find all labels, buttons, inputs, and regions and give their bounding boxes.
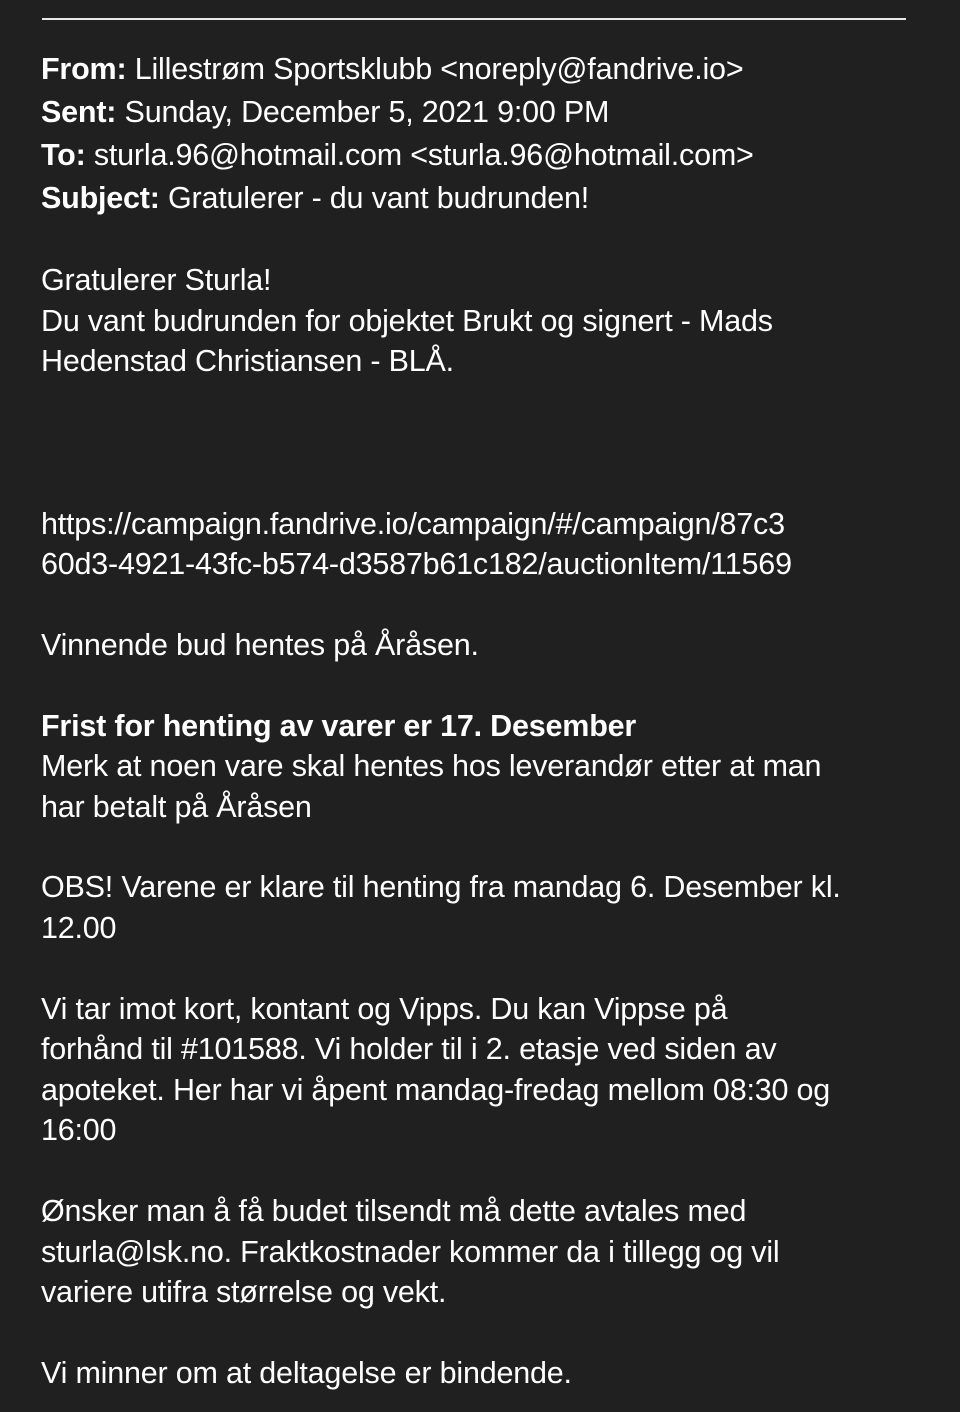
subject-value: Gratulerer - du vant budrunden! [168,181,590,215]
won-line-2: Hedenstad Christiansen - BLÅ. [41,344,454,379]
won-line-1: Du vant budrunden for objektet Brukt og signert - Mads [41,303,773,338]
shipping-line-3: variere utifra størrelse og vekt. [41,1275,447,1310]
from-line [41,48,931,91]
note-line-1: Merk at noen vare skal hentes hos leverandør etter at man [41,749,822,784]
to-value: sturla.96@hotmail.com <sturla.96@hotmail.com> [93,138,754,172]
deadline-heading: Frist for henting av varer er 17. Desember [41,708,637,743]
from-label: From: [41,52,127,86]
to-label: To: [41,138,86,172]
payment-line-4: 16:00 [41,1113,117,1148]
email-message [41,48,931,1393]
payment-line-1: Vi tar imot kort, kontant og Vipps. Du kan Vippse på [41,991,728,1026]
header-divider [42,18,906,20]
note-line-2: har betalt på Åråsen [41,789,312,824]
closing-text: Vi minner om at deltagelse er bindende. [41,1355,572,1390]
subject-label: Subject: [41,181,160,215]
sent-label: Sent: [41,95,117,129]
obs-line-1: OBS! Varene er klare til henting fra mandag 6. Desember kl. [41,870,841,905]
sent-line [41,91,931,134]
obs-line-2: 12.00 [41,910,117,945]
from-value: Lillestrøm Sportsklubb <noreply@fandrive.io> [134,52,744,86]
email-body [41,220,931,1393]
greeting: Gratulerer Sturla! [41,263,272,297]
to-line [41,134,931,177]
shipping-line-1: Ønsker man å få budet tilsendt må dette avtales med [41,1193,747,1228]
sent-value: Sunday, December 5, 2021 9:00 PM [124,95,610,129]
pickup-text: Vinnende bud hentes på Åråsen. [41,627,479,662]
subject-line [41,177,931,220]
payment-line-2: forhånd til #101588. Vi holder til i 2. etasje ved siden av [41,1032,777,1067]
auction-link-line-2[interactable]: 60d3-4921-43fc-b574-d3587b61c182/auctionItem/11569 [41,547,792,582]
auction-link-line-1[interactable]: https://campaign.fandrive.io/campaign/#/campaign/87c3 [41,506,785,541]
shipping-line-2[interactable]: sturla@lsk.no. Fraktkostnader kommer da i tillegg og vil [41,1234,780,1269]
payment-line-3: apoteket. Her har vi åpent mandag-fredag mellom 08:30 og [41,1072,831,1107]
